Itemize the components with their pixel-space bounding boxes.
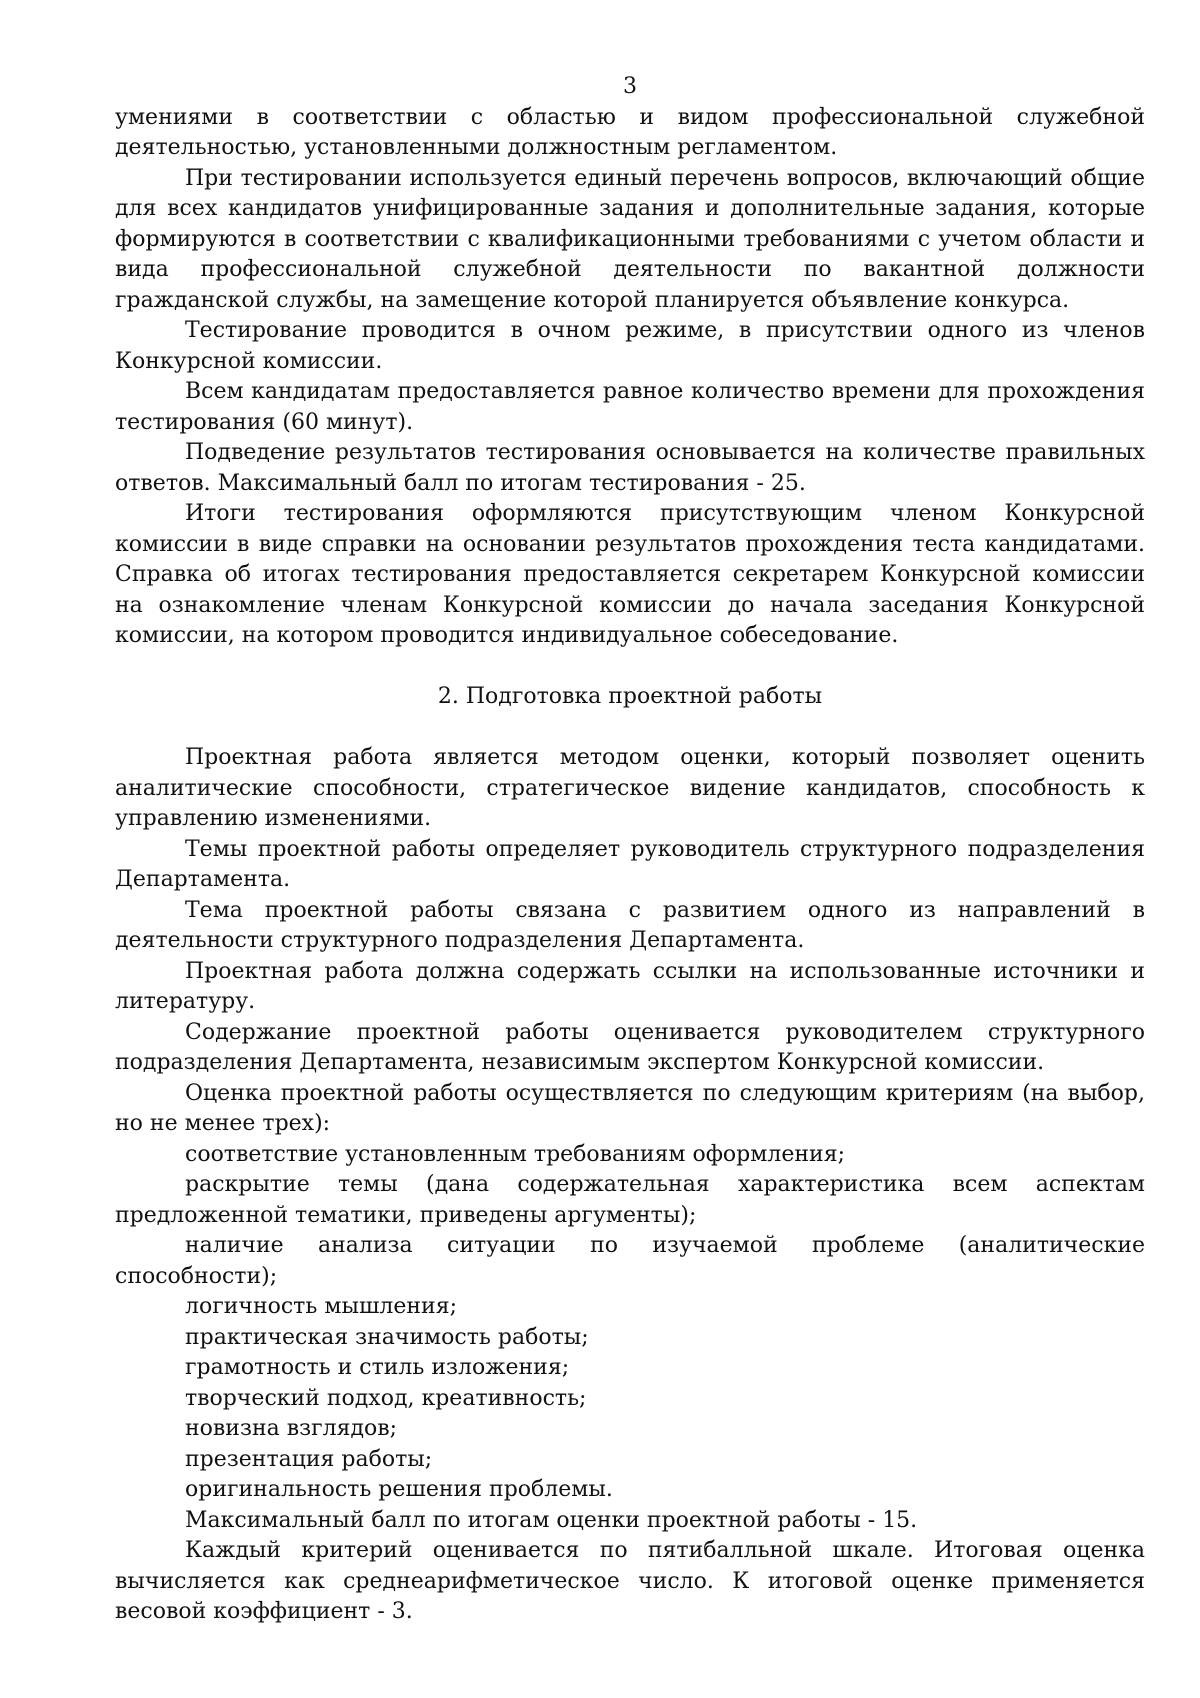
paragraph: Содержание проектной работы оценивается руководителем структурного подразделения Департамента, независимым экспертом Конкурсной комиссии. — [115, 1019, 1145, 1075]
criteria-list-item: творческий подход, креативность; — [185, 1385, 587, 1411]
section-heading: 2. Подготовка проектной работы — [437, 683, 823, 709]
document-page — [115, 72, 1145, 1628]
criteria-list-item: новизна взглядов; — [185, 1416, 398, 1441]
paragraph: Тема проектной работы связана с развитием одного из направлений в деятельности структурного подразделения Департамента. — [115, 897, 1145, 953]
paragraph: Максимальный балл по итогам оценки проектной работы - 15. — [185, 1507, 918, 1533]
paragraph: умениями в соответствии с областью и видом профессиональной служебной деятельностью, установленными должностным регламентом. — [115, 104, 1145, 160]
paragraph: Итоги тестирования оформляются присутствующим членом Конкурсной комиссии в виде справки на основании результатов прохождения теста кандидатами. Справка об итогах тестирования предоставляется секретарем Конкурсной комиссии на ознакомление членам Конкурсной комиссии до начала заседания Конкурсной комиссии, на котором проводится индивидуальное собеседование. — [115, 501, 1145, 648]
criteria-list-item: наличие анализа ситуации по изучаемой проблеме (аналитические способности); — [115, 1233, 1145, 1289]
criteria-list-item: соответствие установленным требованиям оформления; — [185, 1141, 845, 1167]
criteria-list-item: грамотность и стиль изложения; — [185, 1355, 570, 1380]
section-project-body — [115, 743, 1145, 1628]
paragraph: Каждый критерий оценивается по пятибалльной шкале. Итоговая оценка вычисляется как среднеарифметическое число. К итоговой оценке применяется весовой коэффициент - 3. — [115, 1538, 1145, 1624]
criteria-list-item: раскрытие темы (дана содержательная характеристика всем аспектам предложенной тематики, приведены аргументы); — [115, 1172, 1145, 1228]
paragraph: Оценка проектной работы осуществляется по следующим критериям (на выбор, но не менее трех): — [115, 1080, 1145, 1136]
paragraph: Всем кандидатам предоставляется равное количество времени для прохождения тестирования (60 минут). — [115, 379, 1145, 435]
paragraph: Тестирование проводится в очном режиме, в присутствии одного из членов Конкурсной комиссии. — [115, 318, 1145, 374]
criteria-list-item: практическая значимость работы; — [185, 1324, 589, 1350]
paragraph: Проектная работа должна содержать ссылки на использованные источники и литературу. — [115, 958, 1145, 1014]
page-number: 3 — [623, 74, 637, 99]
paragraph: Проектная работа является методом оценки, который позволяет оценить аналитические способности, стратегическое видение кандидатов, способность к управлению изменениями. — [115, 745, 1145, 831]
paragraph: При тестировании используется единый перечень вопросов, включающий общие для всех кандидатов унифицированные задания и дополнительные задания, которые формируются в соответствии с квалификационными требованиями с учетом области и вида профессиональной служебной деятельности по вакантной должности гражданской службы, на замещение которой планируется объявление конкурса. — [115, 165, 1145, 313]
criteria-list-item: оригинальность решения проблемы. — [185, 1477, 613, 1502]
section-testing-body — [115, 103, 1145, 652]
paragraph: Подведение результатов тестирования основывается на количестве правильных ответов. Максимальный балл по итогам тестирования - 25. — [115, 440, 1145, 496]
criteria-list-item: логичность мышления; — [185, 1294, 458, 1319]
paragraph: Темы проектной работы определяет руководитель структурного подразделения Департамента. — [115, 836, 1145, 892]
criteria-list-item: презентация работы; — [185, 1446, 433, 1472]
